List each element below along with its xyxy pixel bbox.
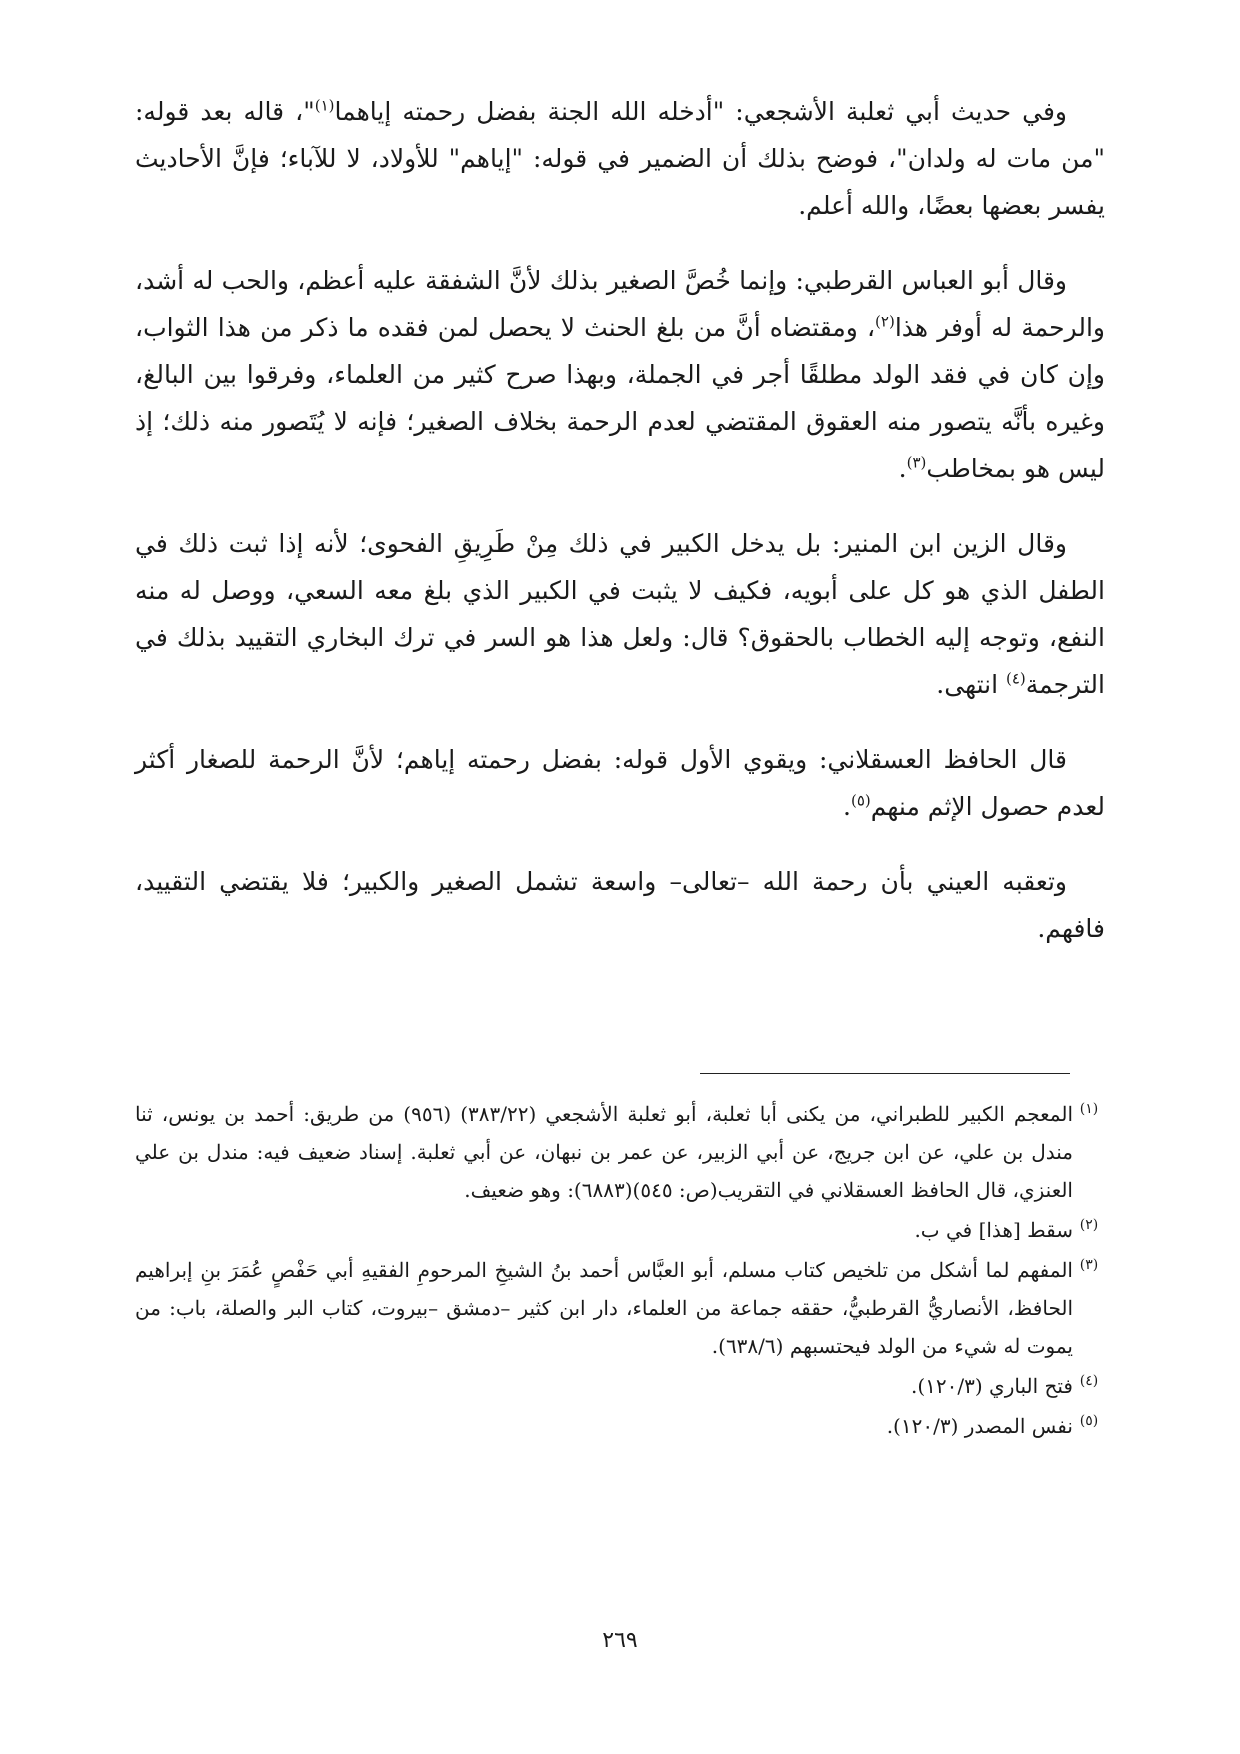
paragraph-text: انتهى.: [936, 670, 1006, 699]
footnote-text: فتح الباري (١٢٠/٣).: [910, 1374, 1073, 1398]
footnote-3: (٣)المفهم لما أشكل من تلخيص كتاب مسلم، أبو العبَّاس أحمد بنُ الشيخِ المرحومِ الفقيهِ أبي حَفْصٍ عُمَرَ بنِ إبراهيم الحافظ، الأنصاريُّ القرطبيُّ، حققه جماعة من العلماء، دار ابن كثير –دمشق –بيروت، كتاب البر والصلة، باب: من يموت له شيء من الولد فيحتسبهم (٦٣٨/٦).: [135, 1257, 1099, 1358]
paragraph-text: "، قاله بعد قوله: "من مات له ولدان"، فوضح بذلك أن الضمير في قوله: "إياهم" للأولاد، لا للآباء؛ فإنَّ الأحاديث يفسر بعضها بعضًا، والله أعلم.: [135, 97, 1105, 220]
footnote-marker: (٥): [850, 791, 871, 810]
footnote-text: نفس المصدر (١٢٠/٣).: [886, 1414, 1073, 1438]
footnote-text: سقط [هذا] في ب.: [914, 1218, 1073, 1242]
footnotes: [135, 1095, 1105, 1447]
paragraph-5: [135, 858, 1105, 952]
paragraph-text: وتعقبه العيني بأن رحمة الله –تعالى– واسعة تشمل الصغير والكبير؛ فلا يقتضي التقييد، فافهم.: [135, 867, 1105, 943]
page-number: ٢٦٩: [602, 1628, 638, 1653]
footnote-4: (٤)فتح الباري (١٢٠/٣).: [910, 1373, 1099, 1398]
paragraph-2: [135, 257, 1105, 492]
paragraph-3: [135, 520, 1105, 708]
paragraph-text: .: [843, 792, 851, 821]
footnote-5: (٥)نفس المصدر (١٢٠/٣).: [886, 1413, 1099, 1438]
footnote-text: المعجم الكبير للطبراني، من يكنى أبا ثعلبة، أبو ثعلبة الأشجعي (٣٨٣/٢٢) (٩٥٦) من طريق: أحمد بن يونس، ثنا مندل بن علي، عن ابن جريج، عن أبي الزبير، عن عمر بن نبهان، عن أبي ثعلبة. إسناد ضعيف فيه: مندل بن علي العنزي، قال الحافظ العسقلاني في التقريب(ص: ٥٤٥)(٦٨٨٣): وهو ضعيف.: [135, 1102, 1073, 1202]
paragraph-text: .: [898, 454, 907, 483]
paragraph-text: وفي حديث أبي ثعلبة الأشجعي: "أدخله الله الجنة بفضل رحمته إياهما: [334, 97, 1067, 126]
paragraph-text: وقال الزين ابن المنير: بل يدخل الكبير في ذلك مِنْ طَرِيقِ الفحوى؛ لأنه إذا ثبت ذلك في الطفل الذي هو كل على أبويه، فكيف لا يثبت في الكبير الذي بلغ معه السعي، ووصل له منه النفع، وتوجه إليه الخطاب بالحقوق؟ قال: ولعل هذا هو السر في ترك البخاري التقييد بذلك في الترجمة: [135, 529, 1105, 699]
footnote-2: (٢)سقط [هذا] في ب.: [914, 1217, 1099, 1242]
footnote-marker: (٢): [875, 312, 895, 331]
paragraph-4: [135, 736, 1105, 830]
paragraph-1: [135, 88, 1105, 229]
footnote-marker: (٣): [906, 453, 927, 472]
footnote-separator: [700, 1073, 1070, 1074]
paragraph-text: قال الحافظ العسقلاني: ويقوي الأول قوله: بفضل رحمته إياهم؛ لأنَّ الرحمة للصغار أكثر لعدم حصول الإثم منهم: [135, 745, 1105, 821]
footnote-1: (١)المعجم الكبير للطبراني، من يكنى أبا ثعلبة، أبو ثعلبة الأشجعي (٣٨٣/٢٢) (٩٥٦) من طريق: أحمد بن يونس، ثنا مندل بن علي، عن ابن جريج، عن أبي الزبير، عن عمر بن نبهان، عن أبي ثعلبة. إسناد ضعيف فيه: مندل بن علي العنزي، قال الحافظ العسقلاني في التقريب(ص: ٥٤٥)(٦٨٨٣): وهو ضعيف.: [135, 1101, 1099, 1202]
main-text: [135, 88, 1105, 980]
paragraph-text: ، ومقتضاه أنَّ من بلغ الحنث لا يحصل لمن فقده ما ذكر من هذا الثواب، وإن كان في فقد الولد مطلقًا أجر في الجملة، وبهذا صرح كثير من العلماء، وفرقوا بين البالغ، وغيره بأنَّه يتصور منه العقوق المقتضي لعدم الرحمة بخلاف الصغير؛ فإنه لا يُتَصور منه ذلك؛ إذ ليس هو بمخاطب: [135, 313, 1105, 483]
footnote-text: المفهم لما أشكل من تلخيص كتاب مسلم، أبو العبَّاس أحمد بنُ الشيخِ المرحومِ الفقيهِ أبي حَفْصٍ عُمَرَ بنِ إبراهيم الحافظ، الأنصاريُّ القرطبيُّ، حققه جماعة من العلماء، دار ابن كثير –دمشق –بيروت، كتاب البر والصلة، باب: من يموت له شيء من الولد فيحتسبهم (٦٣٨/٦).: [135, 1258, 1073, 1358]
paragraph-text: وقال أبو العباس القرطبي: وإنما خُصَّ الصغير بذلك لأنَّ الشفقة عليه أعظم، والحب له أشد، والرحمة له أوفر هذا: [135, 266, 1105, 342]
footnote-marker: (٤): [1006, 669, 1026, 688]
footnote-marker: (١): [314, 96, 335, 115]
